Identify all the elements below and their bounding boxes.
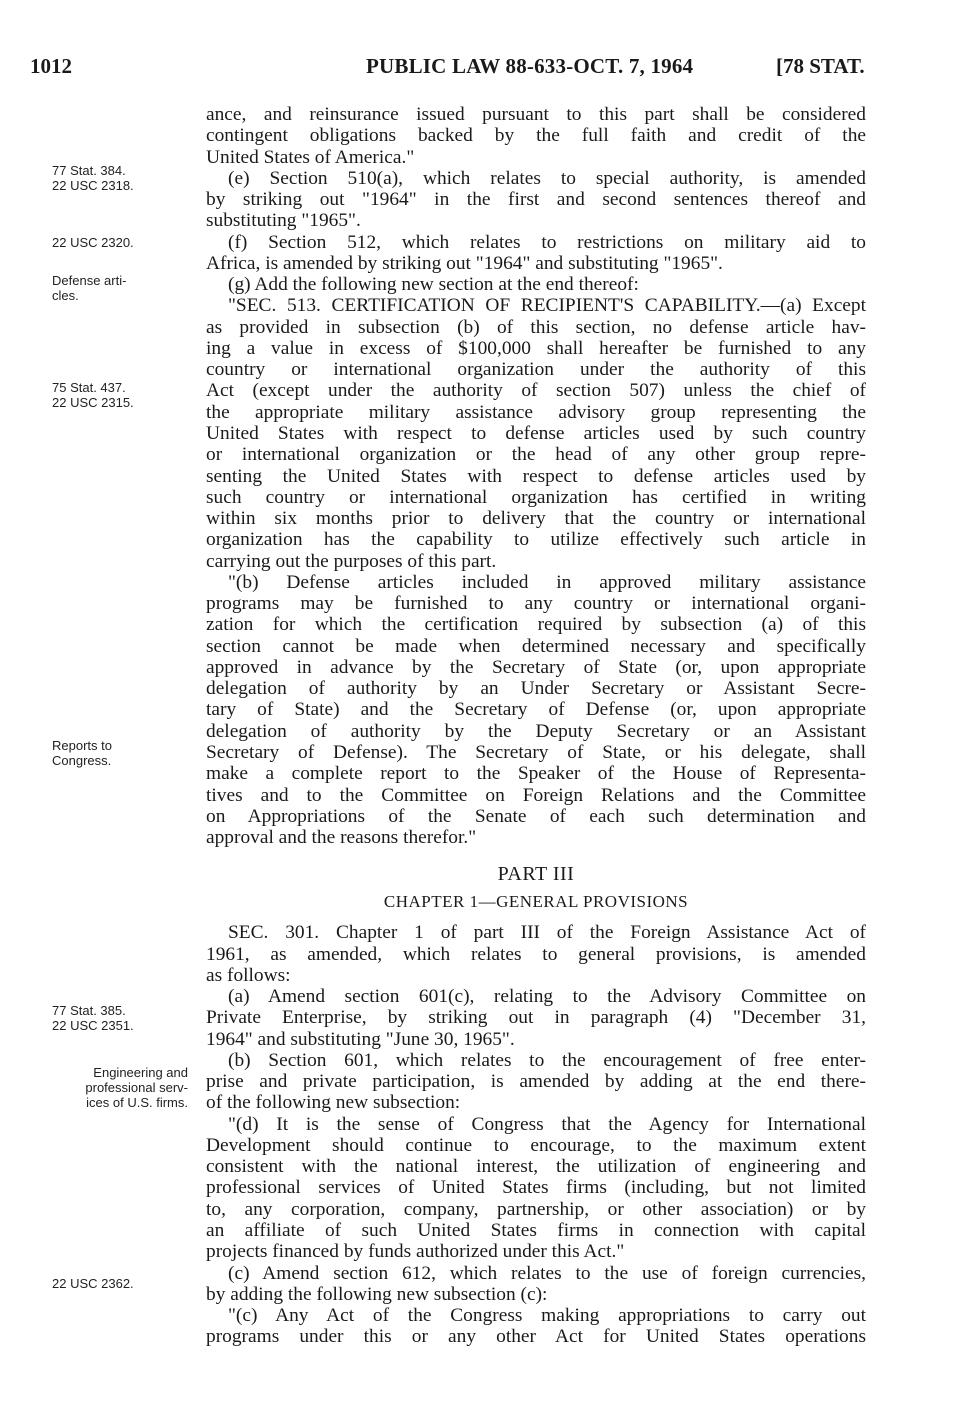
margin-note: Reports to Congress. bbox=[52, 738, 112, 768]
margin-note: Engineering and professional serv- ices of U.S. firms. bbox=[85, 1065, 188, 1110]
running-head: PUBLIC LAW 88-633-OCT. 7, 1964 bbox=[366, 54, 694, 78]
margin-note: 77 Stat. 385. 22 USC 2351. bbox=[52, 1003, 134, 1033]
section-301: SEC. 301. Chapter 1 of part III of the Foreign Assistance Act of 1961, as amended, which relates to general provisions, is amended as follows: bbox=[206, 922, 866, 986]
section-label: SEC. 301. bbox=[228, 922, 320, 944]
paragraph: (b) Section 601, which relates to the encouragement of free enter- prise and private participation, is amended by adding at the end there- of the following new subsection: bbox=[206, 1049, 866, 1114]
margin-note: Defense arti- cles. bbox=[52, 273, 127, 303]
paragraph: (f) Section 512, which relates to restrictions on military aid to Africa, is amended by striking out "1964" and substituting "1965". bbox=[206, 231, 866, 274]
paragraph: (a) Amend section 601(c), relating to the Advisory Committee on Private Enterprise, by striking out in paragraph (4) "December 31, 1964" and substituting "June 30, 1965". bbox=[206, 986, 866, 1050]
paragraph: ance, and reinsurance issued pursuant to this part shall be considered contingent obligations backed by the full faith and credit of the United States of America." bbox=[206, 104, 866, 168]
part-heading: PART III bbox=[497, 863, 575, 886]
paragraph: (e) Section 510(a), which relates to special authority, is amended by striking out "1964" in the first and second sentences thereof and substituting "1965". bbox=[206, 167, 866, 232]
paragraph: "(c) Any Act of the Congress making appropriations to carry out programs under this or any other Act for United States operations bbox=[206, 1305, 866, 1348]
margin-note: 22 USC 2320. bbox=[52, 235, 134, 250]
section-513: "SEC. 513. CERTIFICATION OF RECIPIENT'S CAPABILITY.—(a) Except as provided in subsection (b) of this section, no defense article hav- ing a value in excess of $100,000 shall hereafter be furnished to any country or international organization under the authority of this Act (except under the authority of section 507) unless the chief of the appropriate military assistance advisory group representing the United States with respect to defense articles used by such country or international organization or the head of any other group repre- senting the United States with respect to defense articles used by such country or international organization has certified in writing within six months prior to delivery that the country or international organization has the capability to utilize effectively such article in carrying out the purposes of this part. bbox=[206, 295, 866, 572]
body-text bbox=[206, 104, 866, 1348]
volume-reference: [78 STAT. bbox=[776, 54, 865, 78]
paragraph: (g) Add the following new section at the end thereof: bbox=[228, 274, 639, 296]
page-header bbox=[0, 54, 957, 84]
margin-note: 22 USC 2362. bbox=[52, 1276, 134, 1291]
margin-note: 75 Stat. 437. 22 USC 2315. bbox=[52, 380, 134, 410]
paragraph: "(b) Defense articles included in approved military assistance programs may be furnished to any country or international organi- zation for which the certification required by subsection (a) of this section cannot be made when determined necessary and specifically approved in advance by the Secretary of State (or, upon appropriate delegation of authority by an Under Secretary or Assistant Secre- tary of State) and the Secretary of Defense (or, upon appropriate delegation of authority by the Deputy Secretary or an Assistant Secretary of Defense). The Secretary of State, or his delegate, shall make a complete report to the Speaker of the House of Representa- tives and to the Committee on Foreign Relations and the Committee on Appropriations of the Senate of each such determination and approval and the reasons therefor." bbox=[206, 571, 866, 849]
page-number: 1012 bbox=[30, 54, 72, 78]
paragraph: (c) Amend section 612, which relates to the use of foreign currencies, by adding the following new subsection (c): bbox=[206, 1262, 866, 1305]
paragraph: "(d) It is the sense of Congress that the Agency for International Development should continue to encourage, to the maximum extent consistent with the national interest, the utilization of engineering and professional services of United States firms (including, but not limited to, any corporation, company, partnership, or other association) or by an affiliate of such United States firms in connection with capital projects financed by funds authorized under this Act." bbox=[206, 1113, 866, 1263]
chapter-heading: CHAPTER 1—GENERAL PROVISIONS bbox=[383, 892, 689, 912]
section-heading: "SEC. 513. CERTIFICATION OF RECIPIENT'S CAPABILITY. bbox=[228, 295, 761, 317]
margin-note: 77 Stat. 384. 22 USC 2318. bbox=[52, 163, 134, 193]
